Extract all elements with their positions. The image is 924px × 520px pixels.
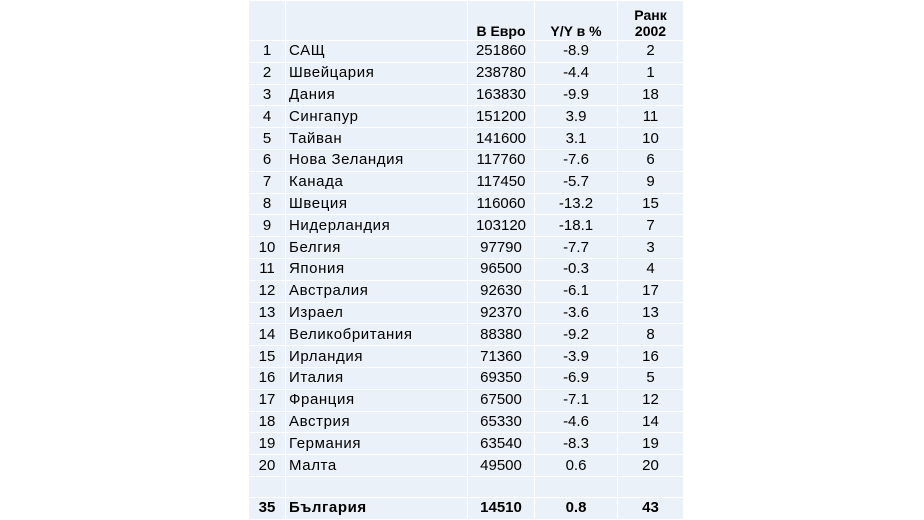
cell-rank: 35	[249, 497, 286, 519]
country-name: Австрия	[289, 412, 351, 430]
cell-rank-2002: 13	[618, 302, 684, 324]
cell-euro: 69350	[468, 367, 535, 389]
cell-euro: 141600	[468, 128, 535, 150]
table-row	[249, 346, 684, 368]
table-row	[249, 411, 684, 433]
cell-euro: 96500	[468, 258, 535, 280]
cell-rank-2002: 10	[618, 128, 684, 150]
spacer-cell	[468, 476, 535, 497]
cell-rank: 4	[249, 106, 286, 128]
country-name: Великобритания	[289, 325, 413, 343]
cell-euro: 151200	[468, 106, 535, 128]
cell-rank-2002: 17	[618, 280, 684, 302]
cell-country	[286, 41, 468, 63]
spacer-cell	[535, 476, 618, 497]
cell-rank: 2	[249, 62, 286, 84]
table-row	[249, 193, 684, 215]
cell-country	[286, 258, 468, 280]
cell-country	[286, 237, 468, 259]
cell-yy: -18.1	[535, 215, 618, 237]
header-euro: В Евро	[468, 1, 535, 41]
cell-euro: 103120	[468, 215, 535, 237]
header-row	[249, 1, 684, 41]
cell-country	[286, 497, 468, 519]
cell-yy: -7.1	[535, 389, 618, 411]
cell-country	[286, 62, 468, 84]
cell-yy: -8.9	[535, 41, 618, 63]
country-name: Сингапур	[289, 107, 359, 125]
table-row	[249, 367, 684, 389]
header-yy: Y/Y в %	[535, 1, 618, 41]
cell-rank: 14	[249, 324, 286, 346]
table-row	[249, 324, 684, 346]
cell-euro: 97790	[468, 237, 535, 259]
table-row	[249, 171, 684, 193]
table-row	[249, 455, 684, 477]
table-row	[249, 41, 684, 63]
table-row	[249, 280, 684, 302]
cell-yy: 3.9	[535, 106, 618, 128]
cell-yy: -7.7	[535, 237, 618, 259]
table-row	[249, 62, 684, 84]
cell-euro: 71360	[468, 346, 535, 368]
cell-rank-2002: 12	[618, 389, 684, 411]
cell-rank-2002: 4	[618, 258, 684, 280]
cell-rank-2002: 18	[618, 84, 684, 106]
cell-yy: -0.3	[535, 258, 618, 280]
spacer-cell	[618, 476, 684, 497]
cell-country	[286, 193, 468, 215]
cell-yy: 0.6	[535, 455, 618, 477]
country-name: Франция	[289, 391, 355, 409]
ranking-table	[248, 0, 684, 520]
cell-yy: -9.2	[535, 324, 618, 346]
country-name: Швеция	[289, 194, 348, 212]
country-name: Дания	[289, 85, 336, 103]
cell-rank-2002: 5	[618, 367, 684, 389]
header-rank-2002-line1: Ранк	[634, 7, 667, 23]
country-name: Малта	[289, 456, 337, 474]
country-name: България	[289, 499, 367, 517]
country-name: Нова Зеландия	[289, 151, 404, 169]
cell-rank-2002: 43	[618, 497, 684, 519]
cell-rank-2002: 11	[618, 106, 684, 128]
cell-country	[286, 302, 468, 324]
cell-euro: 117450	[468, 171, 535, 193]
cell-rank: 17	[249, 389, 286, 411]
cell-country	[286, 106, 468, 128]
table-row	[249, 149, 684, 171]
cell-rank: 16	[249, 367, 286, 389]
country-name: Ирландия	[289, 347, 364, 365]
cell-yy: -3.6	[535, 302, 618, 324]
cell-yy: -6.9	[535, 367, 618, 389]
spacer-cell	[286, 476, 468, 497]
header-country	[286, 1, 468, 41]
country-name: САЩ	[289, 42, 326, 60]
cell-rank: 11	[249, 258, 286, 280]
cell-euro: 67500	[468, 389, 535, 411]
country-name: Швейцария	[289, 64, 375, 82]
cell-rank-2002: 7	[618, 215, 684, 237]
cell-euro: 63540	[468, 433, 535, 455]
cell-yy: -9.9	[535, 84, 618, 106]
cell-country	[286, 433, 468, 455]
cell-yy: -3.9	[535, 346, 618, 368]
cell-country	[286, 367, 468, 389]
cell-rank-2002: 8	[618, 324, 684, 346]
country-name: Италия	[289, 369, 344, 387]
cell-rank: 20	[249, 455, 286, 477]
cell-country	[286, 171, 468, 193]
table-row	[249, 237, 684, 259]
table-row	[249, 302, 684, 324]
cell-rank: 19	[249, 433, 286, 455]
table-row	[249, 389, 684, 411]
cell-rank-2002: 2	[618, 41, 684, 63]
cell-rank: 15	[249, 346, 286, 368]
country-name: Канада	[289, 173, 344, 191]
cell-country	[286, 346, 468, 368]
ranking-table-body	[249, 1, 684, 520]
header-rank	[249, 1, 286, 41]
cell-rank: 3	[249, 84, 286, 106]
cell-country	[286, 411, 468, 433]
country-name: Нидерландия	[289, 216, 391, 234]
cell-country	[286, 455, 468, 477]
table-row	[249, 128, 684, 150]
cell-rank: 18	[249, 411, 286, 433]
highlight-row	[249, 497, 684, 519]
cell-country	[286, 324, 468, 346]
cell-rank: 1	[249, 41, 286, 63]
cell-rank: 6	[249, 149, 286, 171]
cell-yy: -7.6	[535, 149, 618, 171]
cell-rank: 9	[249, 215, 286, 237]
cell-yy: -6.1	[535, 280, 618, 302]
cell-rank: 7	[249, 171, 286, 193]
cell-rank-2002: 3	[618, 237, 684, 259]
cell-rank-2002: 15	[618, 193, 684, 215]
cell-rank-2002: 9	[618, 171, 684, 193]
table-row	[249, 84, 684, 106]
cell-euro: 116060	[468, 193, 535, 215]
country-name: Тайван	[289, 129, 343, 147]
cell-rank: 10	[249, 237, 286, 259]
cell-euro: 65330	[468, 411, 535, 433]
spacer-cell	[249, 476, 286, 497]
cell-yy: -4.4	[535, 62, 618, 84]
cell-euro: 251860	[468, 41, 535, 63]
cell-euro: 14510	[468, 497, 535, 519]
cell-rank: 8	[249, 193, 286, 215]
country-name: Германия	[289, 434, 362, 452]
cell-yy: 0.8	[535, 497, 618, 519]
cell-rank-2002: 20	[618, 455, 684, 477]
cell-euro: 117760	[468, 149, 535, 171]
cell-euro: 163830	[468, 84, 535, 106]
table-row	[249, 215, 684, 237]
cell-rank-2002: 14	[618, 411, 684, 433]
country-name: Белгия	[289, 238, 342, 256]
cell-country	[286, 280, 468, 302]
cell-country	[286, 84, 468, 106]
table-row	[249, 106, 684, 128]
cell-country	[286, 389, 468, 411]
cell-country	[286, 215, 468, 237]
cell-euro: 238780	[468, 62, 535, 84]
cell-rank: 12	[249, 280, 286, 302]
cell-yy: 3.1	[535, 128, 618, 150]
cell-yy: -8.3	[535, 433, 618, 455]
cell-rank-2002: 1	[618, 62, 684, 84]
table-row	[249, 258, 684, 280]
table-row	[249, 433, 684, 455]
cell-rank: 5	[249, 128, 286, 150]
country-name: Япония	[289, 260, 345, 278]
header-rank-2002	[618, 1, 684, 41]
spacer-row	[249, 476, 684, 497]
cell-yy: -13.2	[535, 193, 618, 215]
cell-country	[286, 149, 468, 171]
cell-euro: 49500	[468, 455, 535, 477]
cell-rank-2002: 19	[618, 433, 684, 455]
cell-rank: 13	[249, 302, 286, 324]
cell-yy: -5.7	[535, 171, 618, 193]
cell-rank-2002: 16	[618, 346, 684, 368]
country-name: Израел	[289, 303, 344, 321]
country-name: Австралия	[289, 282, 369, 300]
cell-euro: 92630	[468, 280, 535, 302]
cell-yy: -4.6	[535, 411, 618, 433]
cell-rank-2002: 6	[618, 149, 684, 171]
header-rank-2002-line2: 2002	[634, 23, 667, 39]
cell-euro: 88380	[468, 324, 535, 346]
cell-euro: 92370	[468, 302, 535, 324]
cell-country	[286, 128, 468, 150]
